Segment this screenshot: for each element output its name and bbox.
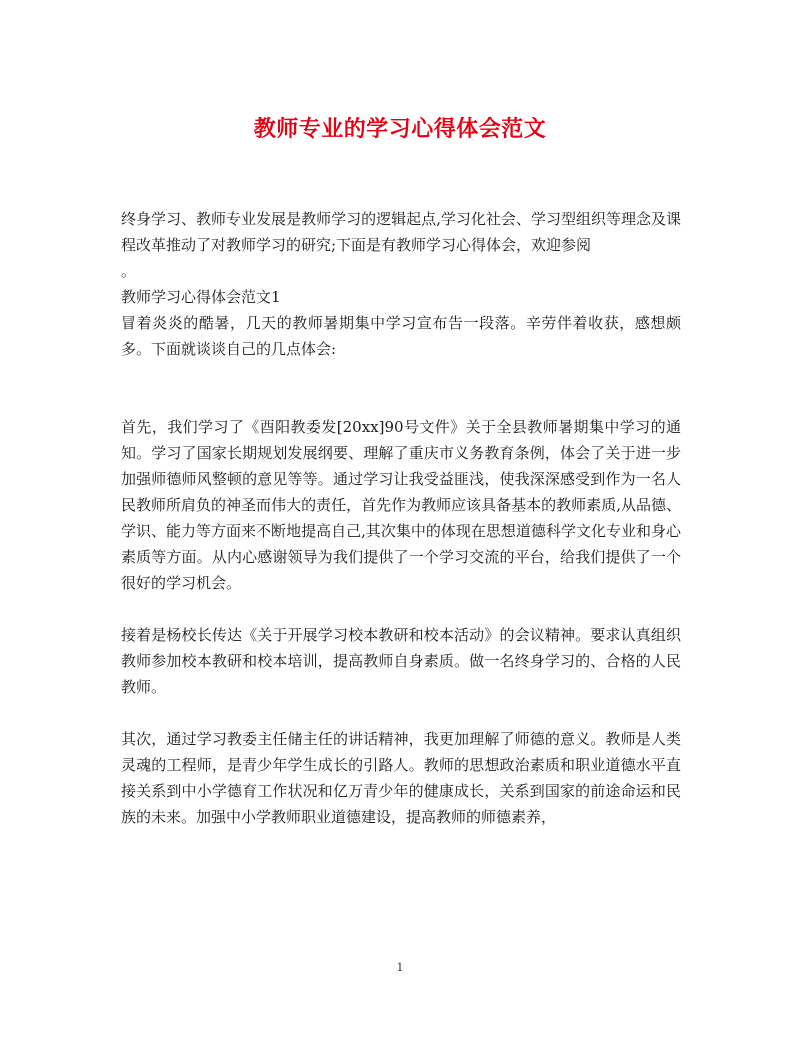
paragraph-gap [121, 388, 681, 414]
paragraph-1: 冒着炎炎的酷暑，几天的教师暑期集中学习宣布告一段落。辛劳伴着收获，感想颇多。下面就谈谈自己的几点体会: [121, 314, 681, 358]
paragraph-4: 其次，通过学习教委主任储主任的讲话精神，我更加理解了师德的意义。教师是人类灵魂的工程师，是青少年学生成长的引路人。教师的思想政治素质和职业道德水平直接关系到中小学德育工作状况和亿万青少年的健康成长，关系到国家的前途命运和民族的未来。加强中小学教师职业道德建设，提高教师的师德素养， [121, 730, 681, 826]
paragraph-3: 接着是杨校长传达《关于开展学习校本教研和校本活动》的会议精神。要求认真组织教师参加校本教研和校本培训，提高教师自身素质。做一名终身学习的、合格的人民教师。 [121, 626, 681, 696]
paragraph-2: 首先，我们学习了《酉阳教委发[20xx]90号文件》关于全县教师暑期集中学习的通知。学习了国家长期规划发展纲要、理解了重庆市义务教育条例，体会了关于进一步加强师德师风整顿的意见等等。通过学习让我受益匪浅，使我深深感受到作为一名人民教师所肩负的神圣而伟大的责任，首先作为教师应该具备基本的教师素质,从品德、学识、能力等方面来不断地提高自己,其次集中的体现在思想道德科学文化专业和身心素质等方面。从内心感谢领导为我们提供了一个学习交流的平台，给我们提供了一个很好的学习机会。 [121, 418, 681, 592]
section-heading: 教师学习心得体会范文1 [121, 288, 281, 306]
paragraph-gap [121, 700, 681, 726]
page-number: 1 [396, 961, 404, 974]
paragraph-gap [121, 596, 681, 622]
document-title: 教师专业的学习心得体会范文 [253, 116, 547, 142]
document-body [121, 206, 681, 830]
intro-paragraph: 终身学习、教师专业发展是教师学习的逻辑起点,学习化社会、学习型组织等理念及课程改革推动了对教师学习的研究;下面是有教师学习心得体会，欢迎参阅 [121, 210, 681, 254]
paragraph-gap [121, 362, 681, 388]
intro-end-mark: 。 [121, 262, 137, 280]
